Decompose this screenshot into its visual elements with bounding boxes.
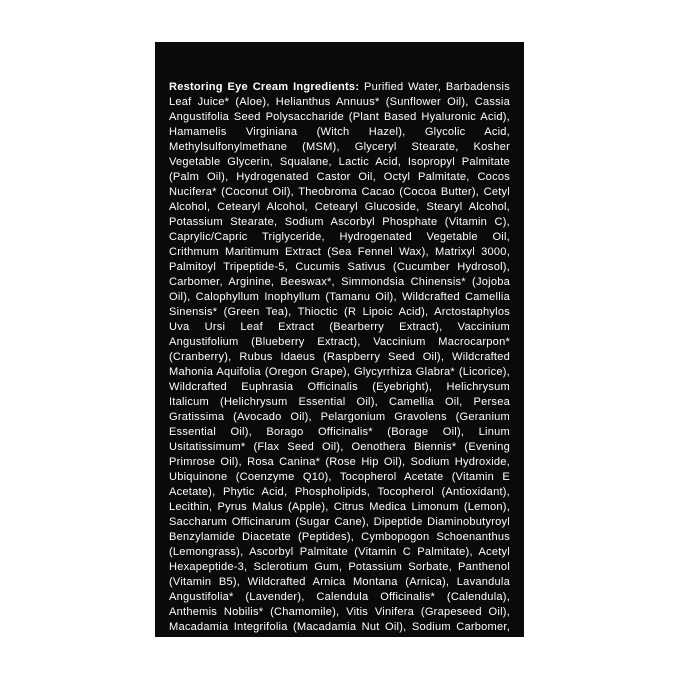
certified-organic-note: *Certified Organic/Certifié BIO	[355, 666, 510, 678]
ingredients-heading: Restoring Eye Cream Ingredients:	[169, 81, 360, 93]
ingredients-paragraph	[169, 80, 510, 665]
ingredient-label-panel	[155, 42, 524, 678]
ingredients-body: Purified Water, Barbadensis Leaf Juice* (Aloe), Helianthus Annuus* (Sunflower Oil), Cassia Angustifolia Seed Polysaccharide (Plant Based Hyaluronic Acid), Hamamelis Virginiana (Witch Hazel), Glycolic Acid, Methylsulfonylmethane (MSM), Glyceryl Stearate, Kosher Vegetable Glycerin, Squalane, Lactic Acid, Isopropyl Palmitate (Palm Oil), Hydrogenated Castor Oil, Octyl Palmitate, Cocos Nucifera* (Coconut Oil), Theobroma Cacao (Cocoa Butter), Cetyl Alcohol, Cetearyl Alcohol, Cetearyl Glucoside, Stearyl Alcohol, Potassium Stearate, Sodium Ascorbyl Phosphate (Vitamin C), Caprylic/Capric Triglyceride, Hydrogenated Vegetable Oil, Crithmum Maritimum Extract (Sea Fennel Wax), Matrixyl 3000, Palmitoyl Tripeptide-5, Cucumis Sativus (Cucumber Hydrosol), Carbomer, Arginine, Beeswax*, Simmondsia Chinensis* (Jojoba Oil), Calophyllum Inophyllum (Tamanu Oil), Wildcrafted Camellia Sinensis* (Green Tea), Thioctic (R Lipoic Acid), Arctostaphylos Uva Ursi Leaf Extract (Bearberry Extract), Vaccinium Angustifolium (Blueberry Extract), Vaccinium Macrocarpon* (Cranberry), Rubus Idaeus (Raspberry Seed Oil), Wildcrafted Mahonia Aquifolia (Oregon Grape), Glycyrrhiza Glabra* (Licorice), Wildcrafted Euphrasia Officinalis (Eyebright), Helichrysum Italicum (Helichrysum Essential Oil), Camellia Oil, Persea Gratissima (Avocado Oil), Pelargonium Gravolens (Geranium Essential Oil), Borago Officinalis* (Borage Oil), Linum Usitatissimum* (Flax Seed Oil), Oenothera Biennis* (Evening Primrose Oil), Rosa Canina* (Rose Hip Oil), Sodium Hydroxide, Ubiquinone (Coenzyme Q10), Tocopherol Acetate (Vitamin E Acetate), Phytic Acid, Phospholipids, Tocopherol (Antioxidant), Lecithin, Pyrus Malus (Apple), Citrus Medica Limonum (Lemon), Saccharum Officinarum (Sugar Cane), Dipeptide Diaminobutyroyl Benzylamide Diacetate (Peptides), Cymbopogon Schoenanthus (Lemongrass), Ascorbyl Palmitate (Vitamin C Palmitate), Acetyl Hexapeptide-3, Sclerotium Gum, Potassium Sorbate, Panthenol (Vitamin B5), Wildcrafted Arnica Montana (Arnica), Lavandula Angustifolia* (Lavender), Calendula Officinalis* (Calendula), Anthemis Nobilis* (Chamomile), Vitis Vinifera (Grapeseed Oil), Macadamia Integrifolia (Macadamia Nut Oil), Sodium Carbomer, Xanthan Gum, Phenoxyethanol, Ethyl Hexyl Glycerin, Benzyl Alcohol.	[169, 81, 510, 663]
